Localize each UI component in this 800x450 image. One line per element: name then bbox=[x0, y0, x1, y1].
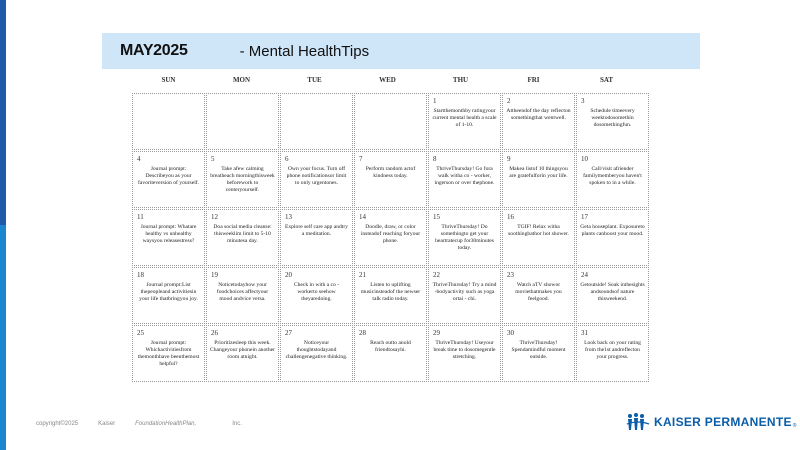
day-number: 31 bbox=[581, 329, 588, 337]
day-tip: Call/visit afriender familymemberyou haven't spoken to in a while. bbox=[583, 166, 642, 186]
day-number: 21 bbox=[359, 271, 366, 279]
calendar-cell bbox=[428, 267, 501, 324]
day-tip: Take afew calming breatheach morningthisweek beforework to centeryourself. bbox=[210, 166, 275, 193]
calendar-cell bbox=[354, 151, 427, 208]
footer-copyright-text: copyright©2025 bbox=[36, 421, 79, 427]
title-band bbox=[102, 33, 700, 69]
calendar-cell bbox=[576, 93, 649, 150]
day-number: 8 bbox=[433, 155, 437, 163]
day-tip: Explore self care app andtry a meditation. bbox=[284, 224, 349, 237]
day-number: 5 bbox=[211, 155, 215, 163]
calendar-cell bbox=[502, 93, 575, 150]
day-number: 25 bbox=[137, 329, 144, 337]
day-number: 9 bbox=[507, 155, 511, 163]
calendar-cell bbox=[428, 209, 501, 266]
footer-company-text: Kaiser bbox=[98, 421, 116, 427]
day-tip: Journal prompt: Describeyou as your favoriteversion of yourself. bbox=[137, 166, 200, 186]
calendar-cell bbox=[280, 267, 353, 324]
calendar-cell bbox=[206, 93, 279, 150]
day-number: 22 bbox=[433, 271, 440, 279]
day-tip: ThriveThursday! Spendamindful moment outside. bbox=[511, 340, 566, 360]
calendar-cell bbox=[354, 209, 427, 266]
day-tip: TGIF! Relax witha soothingbathor hot shower. bbox=[508, 224, 569, 237]
day-tip: Own your focus. Turn off phone notificationsor limit to only urgentones. bbox=[286, 166, 347, 186]
day-tip: ThriveThursday! Useyour break time to dosomegentle stretching. bbox=[433, 340, 496, 360]
kaiser-people-icon bbox=[626, 412, 650, 432]
day-number: 7 bbox=[359, 155, 363, 163]
day-number: 24 bbox=[581, 271, 588, 279]
calendar-cell bbox=[132, 93, 205, 150]
day-number: 3 bbox=[581, 97, 585, 105]
day-tip: Journal prompt: Whatare healthy vs unhealthy waysyou releasestress? bbox=[140, 224, 197, 244]
footer-inc-text: Inc. bbox=[232, 421, 242, 427]
day-tip: Noticeyour thoughtstodayand challengenegative thinking. bbox=[285, 340, 348, 360]
title-subtitle: - Mental HealthTips bbox=[239, 42, 370, 60]
calendar-cell bbox=[280, 209, 353, 266]
day-number: 13 bbox=[285, 213, 292, 221]
day-tip: Journal prompt:List thepeopleand activitiesin your life thatbringyou joy. bbox=[139, 282, 198, 302]
day-tip: Schedule timeevery weektodosomethin dosomethingfun. bbox=[590, 108, 635, 128]
day-number: 4 bbox=[137, 155, 141, 163]
day-tip: Check in with a co - workerto seehow theyaredoing. bbox=[293, 282, 340, 302]
days-of-week-header bbox=[132, 76, 644, 90]
calendar-cell bbox=[502, 325, 575, 382]
day-tip: Makea listof 10 thingsyou are gratefulforin your life. bbox=[509, 166, 568, 179]
calendar-cell bbox=[428, 151, 501, 208]
calendar-cell bbox=[206, 267, 279, 324]
title-month: MAY2025 bbox=[120, 42, 188, 59]
calendar-cell bbox=[280, 325, 353, 382]
day-number: 15 bbox=[433, 213, 440, 221]
day-tip: Startthemonthby ratingyour current mental health a scale of 1-10. bbox=[432, 108, 497, 128]
day-number: 10 bbox=[581, 155, 588, 163]
calendar-cell bbox=[206, 209, 279, 266]
day-tip: Attheendof the day reflecton somethingthat wentwell. bbox=[506, 108, 571, 121]
left-accent-bar bbox=[0, 0, 6, 450]
calendar-cell bbox=[132, 209, 205, 266]
calendar-cell bbox=[132, 325, 205, 382]
calendar-cell bbox=[428, 93, 501, 150]
day-tip: ThriveThursday! Do somethingto get your heartratecup for30minutes today. bbox=[435, 224, 494, 251]
day-tip: Look back on your rating from the1st andreflecton your progress. bbox=[584, 340, 641, 360]
dow-wed: WED bbox=[379, 76, 396, 84]
day-number: 2 bbox=[507, 97, 511, 105]
day-tip: Reach outto anold friendtosayhi. bbox=[370, 340, 411, 353]
calendar-cell bbox=[502, 151, 575, 208]
day-tip: Getoutside! Soak inthesights andsoundsof nature thisweekend. bbox=[580, 282, 645, 302]
day-tip: Doodle, draw, or color insteadof reaching foryour phone. bbox=[360, 224, 421, 244]
day-number: 17 bbox=[581, 213, 588, 221]
day-number: 23 bbox=[507, 271, 514, 279]
calendar-cell bbox=[354, 325, 427, 382]
day-number: 18 bbox=[137, 271, 144, 279]
day-tip: Doa social media cleanse: thisweeklim limit to 5-10 minutesa day. bbox=[213, 224, 272, 244]
day-number: 11 bbox=[137, 213, 144, 221]
calendar-cell bbox=[576, 151, 649, 208]
calendar-cell bbox=[132, 151, 205, 208]
logo-trademark: ® bbox=[792, 423, 797, 429]
day-number: 26 bbox=[211, 329, 218, 337]
day-number: 20 bbox=[285, 271, 292, 279]
kaiser-permanente-logo bbox=[626, 412, 796, 432]
footer-plan-text: FoundationHealthPlan, bbox=[135, 421, 197, 427]
day-tip: Journal prompt: Whichactivitiesfrom themonthhave beenthemost helpful? bbox=[137, 340, 200, 367]
day-tip: Prioritizesleep this week. Changeyour phonein another room atnight. bbox=[210, 340, 275, 360]
calendar-cell bbox=[502, 267, 575, 324]
calendar-cell bbox=[206, 151, 279, 208]
day-number: 14 bbox=[359, 213, 366, 221]
dow-tue: TUE bbox=[307, 76, 322, 84]
calendar-cell bbox=[206, 325, 279, 382]
day-number: 28 bbox=[359, 329, 366, 337]
dow-fri: FRI bbox=[527, 76, 540, 84]
day-number: 1 bbox=[433, 97, 437, 105]
day-number: 16 bbox=[507, 213, 514, 221]
calendar-grid bbox=[132, 93, 644, 383]
day-number: 19 bbox=[211, 271, 218, 279]
calendar-cell bbox=[428, 325, 501, 382]
calendar-cell bbox=[502, 209, 575, 266]
logo-text: KAISER PERMANENTE bbox=[654, 415, 792, 429]
calendar-cell bbox=[576, 325, 649, 382]
day-tip: Watch aTV showor moviethatmakes you feelgood. bbox=[515, 282, 562, 302]
calendar-cell bbox=[354, 267, 427, 324]
dow-sun: SUN bbox=[161, 76, 176, 84]
calendar-cell bbox=[280, 93, 353, 150]
footer-copyright bbox=[36, 421, 242, 427]
day-number: 30 bbox=[507, 329, 514, 337]
calendar-cell bbox=[132, 267, 205, 324]
day-number: 12 bbox=[211, 213, 218, 221]
day-tip: Geta houseplant. Exposureto plants canboost your mood. bbox=[580, 224, 645, 237]
calendar-cell bbox=[576, 267, 649, 324]
dow-mon: MON bbox=[232, 76, 251, 84]
dow-thu: THU bbox=[452, 76, 469, 84]
calendar-cell bbox=[576, 209, 649, 266]
day-tip: Listen to uplifting musicinsteadof the newser talk radio today. bbox=[360, 282, 421, 302]
calendar-cell bbox=[280, 151, 353, 208]
day-number: 6 bbox=[285, 155, 289, 163]
left-accent-bar-lower bbox=[0, 225, 6, 450]
day-tip: Perform random actof kindness today. bbox=[365, 166, 416, 179]
day-number: 27 bbox=[285, 329, 292, 337]
day-tip: ThriveThursday! Go fora walk witha co - worker, ingerson or over thephone. bbox=[434, 166, 495, 186]
dow-sat: SAT bbox=[599, 76, 614, 84]
day-tip: ThriveThursday! Try a mind -bodyactivity such as yoga ortai - chi. bbox=[432, 282, 497, 302]
day-tip: Noticetodayhow your foodchoices affectyour mood andvice versa. bbox=[216, 282, 269, 302]
day-number: 29 bbox=[433, 329, 440, 337]
calendar-cell bbox=[354, 93, 427, 150]
